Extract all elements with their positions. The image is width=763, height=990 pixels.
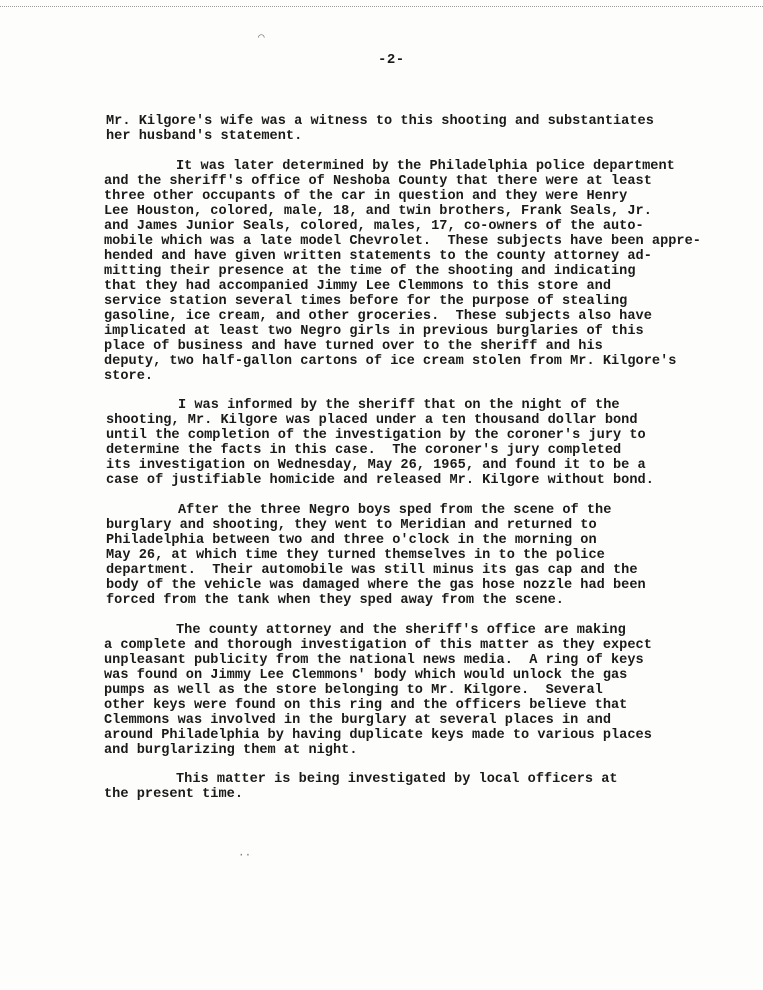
text-line: her husband's statement.: [106, 129, 303, 144]
text-line: a complete and thorough investigation of this matter as they expect: [104, 638, 652, 653]
text-line: case of justifiable homicide and released Mr. Kilgore without bond.: [106, 473, 654, 488]
text-line: This matter is being investigated by local officers at: [176, 772, 618, 787]
paragraph-1: [106, 114, 763, 144]
text-line: that they had accompanied Jimmy Lee Clemmons to this store and: [104, 279, 612, 294]
text-line: around Philadelphia by having duplicate keys made to various places: [104, 728, 652, 743]
paragraph-5: [104, 623, 763, 758]
text-line: burglary and shooting, they went to Meridian and returned to: [106, 518, 597, 533]
text-line: and James Junior Seals, colored, males, 17, co-owners of the auto-: [104, 219, 644, 234]
text-line: place of business and have turned over to the sheriff and his: [104, 339, 603, 354]
text-line: was found on Jimmy Lee Clemmons' body which would unlock the gas: [104, 668, 628, 683]
text-line: other keys were found on this ring and the officers believe that: [104, 698, 628, 713]
text-line: its investigation on Wednesday, May 26, 1965, and found it to be a: [106, 458, 646, 473]
text-line: Philadelphia between two and three o'clock in the morning on: [106, 533, 597, 548]
text-line: I was informed by the sheriff that on the night of the: [178, 398, 620, 413]
paragraph-3: [106, 398, 763, 488]
page-number: -2-: [378, 52, 405, 68]
text-line: implicated at least two Negro girls in previous burglaries of this: [104, 324, 644, 339]
text-line: three other occupants of the car in question and they were Henry: [104, 189, 628, 204]
text-line: body of the vehicle was damaged where the gas hose nozzle had been: [106, 578, 646, 593]
text-line: It was later determined by the Philadelphia police department: [176, 159, 675, 174]
text-line: deputy, two half-gallon cartons of ice cream stolen from Mr. Kilgore's: [104, 354, 677, 369]
text-line: and the sheriff's office of Neshoba County that there were at least: [104, 174, 652, 189]
text-line: mobile which was a late model Chevrolet. These subjects have been appre-: [104, 234, 701, 249]
paragraph-2: [104, 159, 763, 384]
scan-speck: ⌒: [258, 32, 265, 44]
text-line: unpleasant publicity from the national news media. A ring of keys: [104, 653, 644, 668]
text-line: service station several times before for the purpose of stealing: [104, 294, 628, 309]
text-line: department. Their automobile was still minus its gas cap and the: [106, 563, 638, 578]
text-line: Lee Houston, colored, male, 18, and twin brothers, Frank Seals, Jr.: [104, 204, 652, 219]
paragraph-4: [106, 503, 763, 608]
scan-speck: ··: [238, 850, 252, 862]
text-line: Clemmons was involved in the burglary at several places in and: [104, 713, 612, 728]
text-line: Mr. Kilgore's wife was a witness to this shooting and substantiates: [106, 114, 654, 129]
text-line: and burglarizing them at night.: [104, 743, 358, 758]
text-line: until the completion of the investigation by the coroner's jury to: [106, 428, 646, 443]
text-line: pumps as well as the store belonging to Mr. Kilgore. Several: [104, 683, 603, 698]
text-line: gasoline, ice cream, and other groceries. These subjects also have: [104, 309, 652, 324]
text-line: determine the facts in this case. The coroner's jury completed: [106, 443, 622, 458]
text-line: shooting, Mr. Kilgore was placed under a ten thousand dollar bond: [106, 413, 638, 428]
paragraph-6: [104, 772, 763, 802]
text-line: store.: [104, 369, 154, 384]
text-line: May 26, at which time they turned themselves in to the police: [106, 548, 605, 563]
text-line: The county attorney and the sheriff's office are making: [176, 623, 626, 638]
text-line: mitting their presence at the time of the shooting and indicating: [104, 264, 636, 279]
text-line: hended and have given written statements to the county attorney ad-: [104, 249, 652, 264]
text-line: the present time.: [104, 787, 244, 802]
text-line: forced from the tank when they sped away from the scene.: [106, 593, 564, 608]
top-edge-scan-artifact: [0, 0, 763, 7]
text-line: After the three Negro boys sped from the scene of the: [178, 503, 612, 518]
